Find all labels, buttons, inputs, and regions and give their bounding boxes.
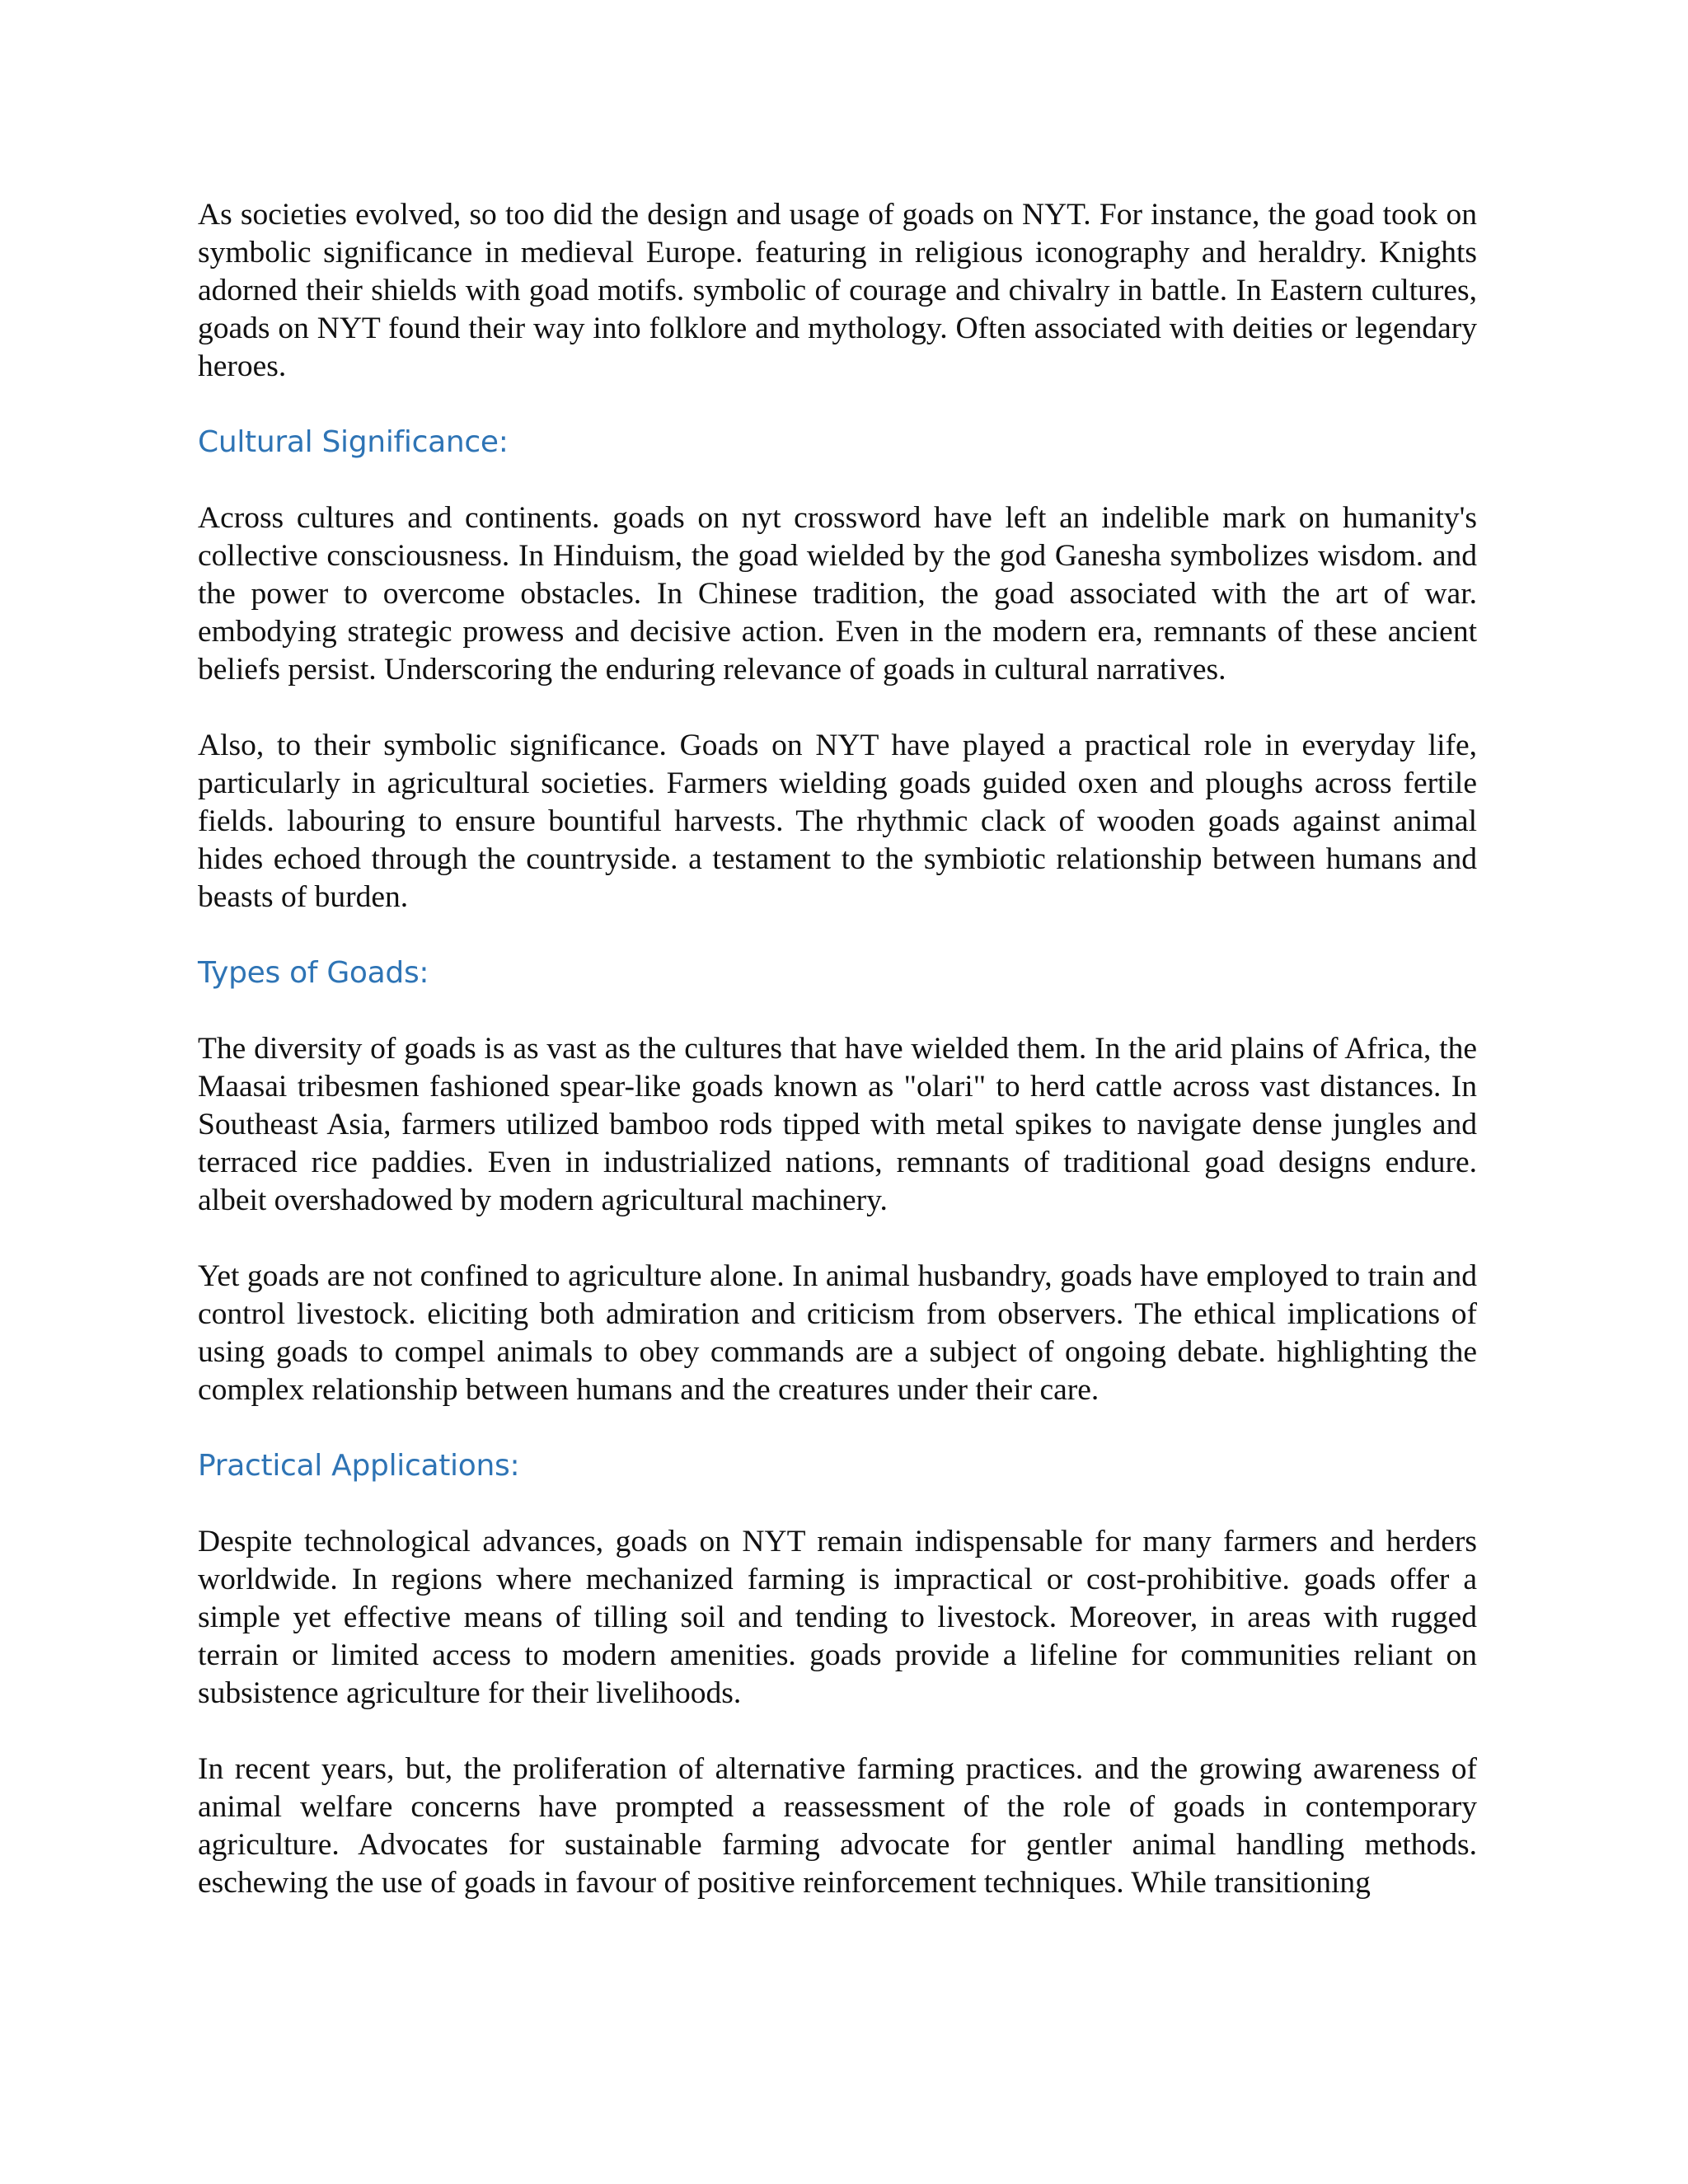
body-paragraph: Yet goads are not confined to agriculture alone. In animal husbandry, goads have employed to train and control livestock. eliciting both admiration and criticism from observers. The ethical implications of using goads to compel animals to obey commands are a subject of ongoing debate. highlighting the complex relationship between humans and the creatures under their care. (198, 1259, 1477, 1407)
heading-types-of-goads: Types of Goads: (198, 956, 429, 990)
document-body (198, 196, 1477, 1940)
body-paragraph-truncated: In recent years, but, the proliferation of alternative farming practices. and the growing awareness of animal welfare concerns have prompted a reassessment of the role of goads in contemporary agriculture. Advocates for sustainable farming advocate for gentler animal handling methods. eschewing the use of goads in favour of positive reinforcement techniques. While transitioning (198, 1752, 1477, 1900)
body-paragraph: The diversity of goads is as vast as the cultures that have wielded them. In the arid plains of Africa, the Maasai tribesmen fashioned spear-like goads known as "olari" to herd cattle across vast distances. In Southeast Asia, farmers utilized bamboo rods tipped with metal spikes to navigate dense jungles and terraced rice paddies. Even in industrialized nations, remnants of traditional goad designs endure. albeit overshadowed by modern agricultural machinery. (198, 1032, 1477, 1217)
body-paragraph: Despite technological advances, goads on NYT remain indispensable for many farmers and herders worldwide. In regions where mechanized farming is impractical or cost-prohibitive. goads offer a simple yet effective means of tilling soil and tending to livestock. Moreover, in areas with rugged terrain or limited access to modern amenities. goads provide a lifeline for communities reliant on subsistence agriculture for their livelihoods. (198, 1525, 1477, 1710)
body-paragraph: Also, to their symbolic significance. Goads on NYT have played a practical role in everyday life, particularly in agricultural societies. Farmers wielding goads guided oxen and ploughs across fertile fields. labouring to ensure bountiful harvests. The rhythmic clack of wooden goads against animal hides echoed through the countryside. a testament to the symbiotic relationship between humans and beasts of burden. (198, 729, 1477, 914)
intro-paragraph: As societies evolved, so too did the design and usage of goads on NYT. For instance, the goad took on symbolic significance in medieval Europe. featuring in religious iconography and heraldry. Knights adorned their shields with goad motifs. symbolic of courage and chivalry in battle. In Eastern cultures, goads on NYT found their way into folklore and mythology. Often associated with deities or legendary heroes. (198, 198, 1477, 383)
body-paragraph: Across cultures and continents. goads on nyt crossword have left an indelible mark on humanity's collective consciousness. In Hinduism, the goad wielded by the god Ganesha symbolizes wisdom. and the power to overcome obstacles. In Chinese tradition, the goad associated with the art of war. embodying strategic prowess and decisive action. Even in the modern era, remnants of these ancient beliefs persist. Underscoring the enduring relevance of goads in cultural narratives. (198, 501, 1477, 687)
heading-practical-applications: Practical Applications: (198, 1449, 520, 1483)
heading-cultural-significance: Cultural Significance: (198, 425, 509, 459)
